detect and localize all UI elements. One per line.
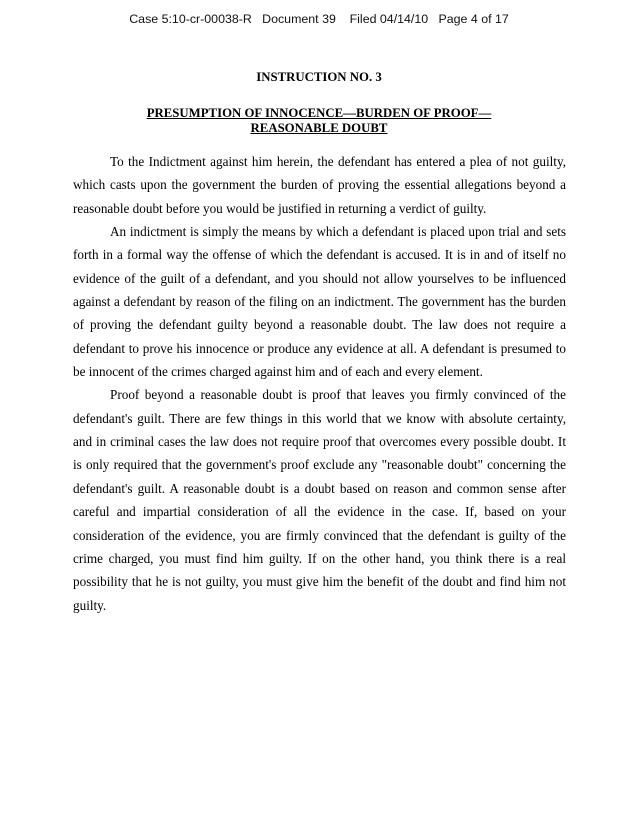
paragraph-reasonable-doubt: Proof beyond a reasonable doubt is proof that leaves you firmly convinced of the defendant's guilt. There are few things in this world that we know with absolute certainty, and in criminal cases the law does not require proof that overcomes every possible doubt. It is only required that the government's proof exclude any "reasonable doubt" concerning the defendant's guilt. A reasonable doubt is a doubt based on reason and common sense after careful and impartial consideration of all the evidence in the case. If, based on your consideration of the evidence, you are firmly convinced that the defendant is guilty of the crime charged, you must find him guilty. If on the other hand, you think there is a real possibility that he is not guilty, you must give him the benefit of the doubt and find him not guilty.: [73, 387, 566, 613]
instruction-title-line-2: REASONABLE DOUBT: [250, 121, 388, 135]
court-filing-header: Case 5:10-cr-00038-R Document 39 Filed 04/14/10 Page 4 of 17: [129, 12, 509, 26]
instruction-title-line-1: PRESUMPTION OF INNOCENCE—BURDEN OF PROOF—: [146, 106, 492, 120]
instruction-body: [73, 150, 566, 617]
instruction-title: [99, 106, 539, 136]
paragraph-plea: To the Indictment against him herein, the defendant has entered a plea of not guilty, which casts upon the government the burden of proving the essential allegations beyond a reasonable doubt before you would be justified in returning a verdict of guilty.: [73, 154, 566, 216]
instruction-number: INSTRUCTION NO. 3: [256, 70, 382, 84]
paragraph-indictment: An indictment is simply the means by which a defendant is placed upon trial and sets forth in a formal way the offense of which the defendant is accused. It is in and of itself no evidence of the guilt of a defendant, and you should not allow yourselves to be influenced against a defendant by reason of the filing on an indictment. The government has the burden of proving the defendant guilty beyond a reasonable doubt. The law does not require a defendant to prove his innocence or produce any evidence at all. A defendant is presumed to be innocent of the crimes charged against him and of each and every element.: [73, 224, 566, 380]
